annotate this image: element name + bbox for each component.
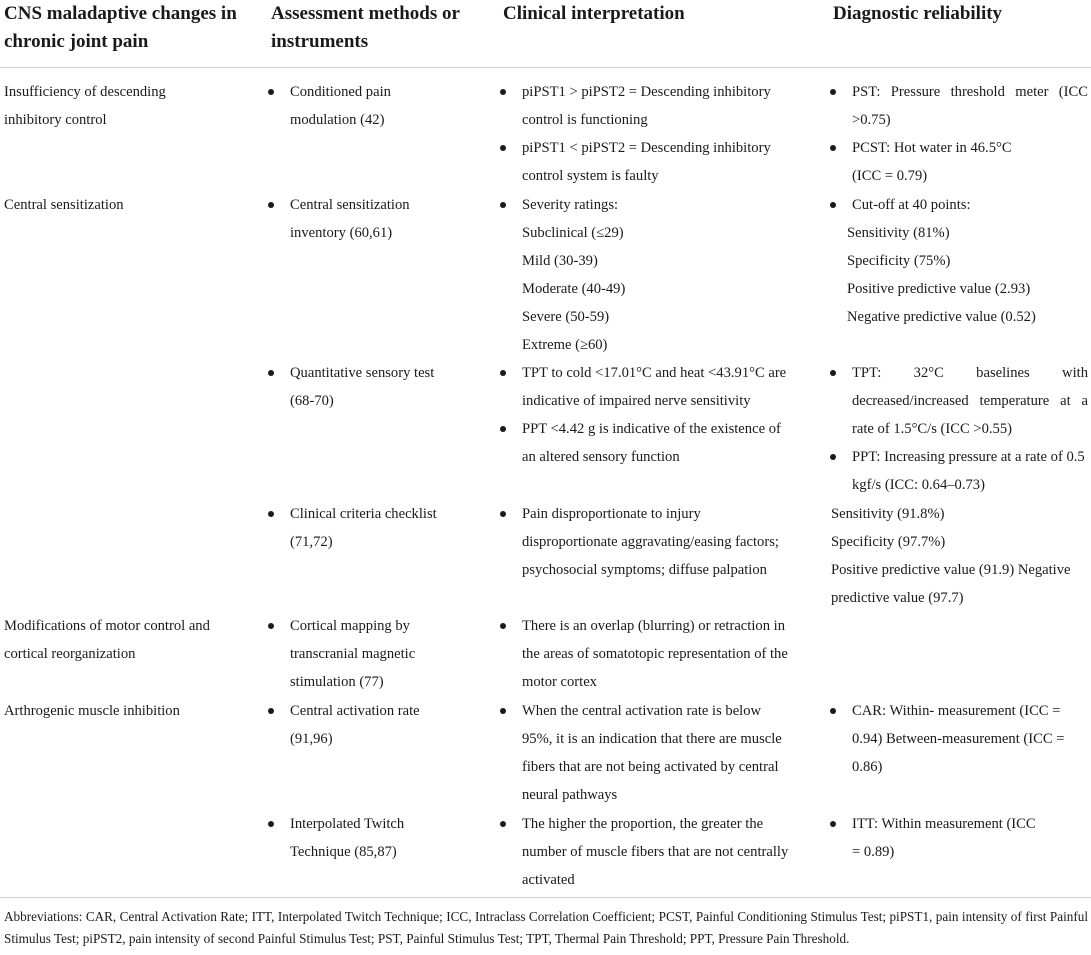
- bullet-icon: [500, 821, 506, 827]
- row-change-arthrogenic: Arthrogenic muscle inhibition: [4, 703, 180, 719]
- csi-negative-predictive: Negative predictive value (0.52): [847, 309, 1036, 325]
- bullet-icon: [500, 708, 506, 714]
- header-diagnostic-reliability: Diagnostic reliability: [833, 3, 1003, 24]
- bullet-icon: [830, 370, 836, 376]
- severity-subclinical: Subclinical (≤29): [522, 225, 624, 241]
- row-change-descending-inhibition: Insufficiency of descending inhibitory control: [4, 84, 166, 128]
- bullet-icon: [500, 202, 506, 208]
- row-change-motor-control: Modifications of motor control and cortical reorganization: [4, 618, 210, 662]
- csi-positive-predictive: Positive predictive value (2.93): [847, 281, 1031, 297]
- bullet-icon: [830, 145, 836, 151]
- checklist-specificity: Specificity (97.7%): [831, 534, 946, 550]
- header-divider: [0, 67, 1091, 68]
- checklist-sensitivity: Sensitivity (91.8%): [831, 506, 945, 522]
- bullet-icon: [268, 89, 274, 95]
- bullet-icon: [500, 623, 506, 629]
- bullet-icon: [500, 511, 506, 517]
- header-assessment-methods: Assessment methods or instruments: [271, 3, 460, 52]
- severity-severe: Severe (50-59): [522, 309, 610, 325]
- abbreviations-footnote: Abbreviations: CAR, Central Activation Rate; ITT, Interpolated Twitch Technique; ICC, Intraclass Correlation Coefficient; PCST, Painful Conditioning Stimulus Test; piPST1, pain intensity of first Painful Stimulus Test; piPST2, pain intensity of second Painful Stimulus Test; PST, Painful Stimulus Test; TPT, Thermal Pain Threshold; PPT, Pressure Pain Threshold.: [4, 909, 1088, 946]
- severity-mild: Mild (30-39): [522, 253, 598, 269]
- severity-extreme: Extreme (≥60): [522, 337, 608, 353]
- bullet-icon: [268, 511, 274, 517]
- csi-specificity: Specificity (75%): [847, 253, 951, 269]
- severity-moderate: Moderate (40-49): [522, 281, 626, 297]
- bullet-icon: [830, 89, 836, 95]
- bullet-icon: [830, 202, 836, 208]
- checklist-predictive-values: Positive predictive value (91.9) Negative predictive value (97.7): [831, 562, 1071, 606]
- bullet-icon: [500, 370, 506, 376]
- bullet-icon: [500, 89, 506, 95]
- bullet-icon: [500, 145, 506, 151]
- bullet-icon: [268, 202, 274, 208]
- bullet-icon: [268, 370, 274, 376]
- bullet-icon: [268, 623, 274, 629]
- bullet-icon: [268, 821, 274, 827]
- bullet-icon: [830, 708, 836, 714]
- table-page: CNS maladaptive changes in chronic joint pain Assessment methods or instruments Clinical interpretation Diagnostic reliability Insufficiency of descending inhibitory control Conditioned pain modulation (42) piPST1 > piPST2 = Descending inhibitory control is functioning piPST1 < piPST2 = Descending inhibitory control system is faulty PST: Pressure threshold meter (ICC >0.75) PCST: Hot water in 46.5°C (ICC = 0.79) Central sensitization Central sensitization inventory (60,61) Severity ratings: Subclinical (≤29) Mild (30-39) Moderate (40-49) Severe (50-59) Extreme (≥60) Cut-off at 40 points: Sensitivity (81%) Specificity (75%) Positive predictive value (2.93) Negative predictive value (0.52) Quantitative sensory test (68-70) TPT to cold <17.01°C and heat <43.91°C are indicative of impaired nerve sensitivity PPT <4.42 g is indicative of the existence of an altered sensory function TPT: 32°C baselines with decreased/increased temperature at a rate of 1.5°C/s (ICC >0.55) PPT: Increasing pressure at a rate of 0.5 kgf/s (ICC: 0.64–0.73) Clinical criteria checklist (71,72) Pain disproportionate to injury disproportionate aggravating/easing factors; psychosocial symptoms; diffuse palpation Sensitivity (91.8%) Specificity (97.7%) Positive predictive value (91.9) Negative predictive value (97.7) Modifications of motor control and cortical reorganization Cortical mapping by transcranial magnetic stimulation (77) There is an overlap (blurring) or retraction in the areas of somatotopic representation of the motor cortex Arthrogenic muscle inhibition Central activation rate (91,96) When the central activation rate is below 95%, it is an indication that there are muscle fibers that are not being activated by central neural pathways CAR: Within- measurement (ICC = 0.94) Between-measurement (ICC = 0.86) Interpolated Twitch Technique (85,87) The higher the proportion, the greater the number of muscle fibers that are not centrally activated ITT: Within measurement (ICC = 0.89) Abbreviations: CAR, Central Activation Rate; ITT, Interpolated Twitch Technique; ICC, Intraclass Correlation Coefficient; PCST, Painful Conditioning Stimulus Test; piPST1, pain intensity of first Painful Stimulus Test; piPST2, pain intensity of second Painful Stimulus Test; PST, Painful Stimulus Test; TPT, Thermal Pain Threshold; PPT, Pressure Pain Threshold.: [0, 0, 1091, 955]
- bullet-icon: [268, 708, 274, 714]
- footer-divider: [0, 897, 1091, 898]
- row-change-central-sensitization: Central sensitization: [4, 197, 124, 213]
- bullet-icon: [500, 426, 506, 432]
- bullet-icon: [830, 454, 836, 460]
- csi-sensitivity: Sensitivity (81%): [847, 225, 950, 241]
- header-cns-changes: CNS maladaptive changes in chronic joint pain: [4, 3, 237, 52]
- bullet-icon: [830, 821, 836, 827]
- header-clinical-interpretation: Clinical interpretation: [503, 3, 685, 24]
